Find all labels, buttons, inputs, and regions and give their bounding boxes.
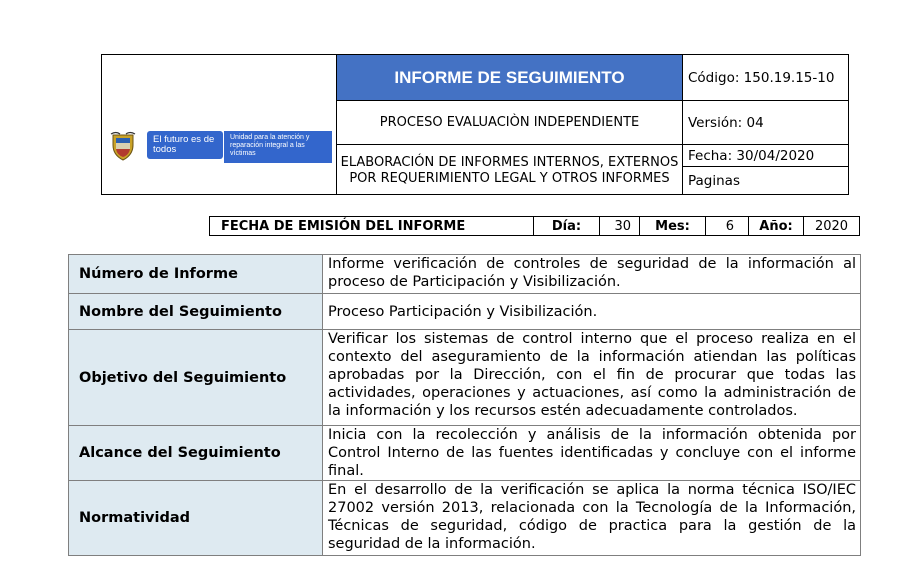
logo-cell — [101, 54, 337, 195]
row-value-normatividad: En el desarrollo de la verificación se aplica la norma técnica ISO/IEC 27002 versión 2013, relacionada con la Tecnología de la Información, Técnicas de seguridad, código de practica para la gestión de la seguridad de la información. — [323, 481, 861, 556]
document-date: Fecha: 30/04/2020 — [682, 144, 849, 167]
document-pages: Paginas — [682, 166, 849, 195]
day-value: 30 — [599, 216, 640, 236]
table-row — [69, 481, 861, 556]
logo-entity: Unidad para la atención y reparación integral a las víctimas — [224, 131, 332, 163]
row-value-objetivo: Verificar los sistemas de control interno que el proceso realiza en el contexto del aseguramiento de la información atiendan las políticas aprobadas por la Dirección, con el fin de procurar que todas las actividades, operaciones y actuaciones, así como la administración de la información y los recursos estén adecuadamente controlados. — [323, 330, 861, 426]
report-info-table — [68, 254, 861, 556]
emission-label: FECHA DE EMISIÓN DEL INFORME — [209, 216, 534, 236]
month-label: Mes: — [639, 216, 706, 236]
document-version: Versión: 04 — [682, 100, 849, 145]
logo-tagline: El futuro es de todos — [147, 131, 223, 159]
row-value-alcance: Inicia con la recolección y análisis de la información obtenida por Control Interno de las fuentes identificadas y concluye con el informe final. — [323, 426, 861, 481]
row-label-nombre: Nombre del Seguimiento — [69, 294, 323, 330]
coat-of-arms-icon — [110, 131, 136, 161]
table-row — [69, 255, 861, 294]
table-row — [69, 294, 861, 330]
day-label: Día: — [533, 216, 600, 236]
row-label-numero: Número de Informe — [69, 255, 323, 294]
year-value: 2020 — [803, 216, 860, 236]
table-row — [69, 426, 861, 481]
row-label-objetivo: Objetivo del Seguimiento — [69, 330, 323, 426]
row-label-normatividad: Normatividad — [69, 481, 323, 556]
row-value-numero: Informe verificación de controles de seguridad de la información al proceso de Participación y Visibilización. — [323, 255, 861, 294]
year-label: Año: — [748, 216, 804, 236]
process-name: PROCESO EVALUACIÒN INDEPENDIENTE — [336, 100, 683, 145]
row-label-alcance: Alcance del Seguimiento — [69, 426, 323, 481]
row-value-nombre: Proceso Participación y Visibilización. — [323, 294, 861, 330]
document-code: Código: 150.19.15-10 — [682, 54, 849, 101]
table-row — [69, 330, 861, 426]
elaboration-text: ELABORACIÓN DE INFORMES INTERNOS, EXTERNOS POR REQUERIMIENTO LEGAL Y OTROS INFORMES — [336, 144, 683, 195]
report-title: INFORME DE SEGUIMIENTO — [336, 54, 683, 101]
month-value: 6 — [705, 216, 749, 236]
